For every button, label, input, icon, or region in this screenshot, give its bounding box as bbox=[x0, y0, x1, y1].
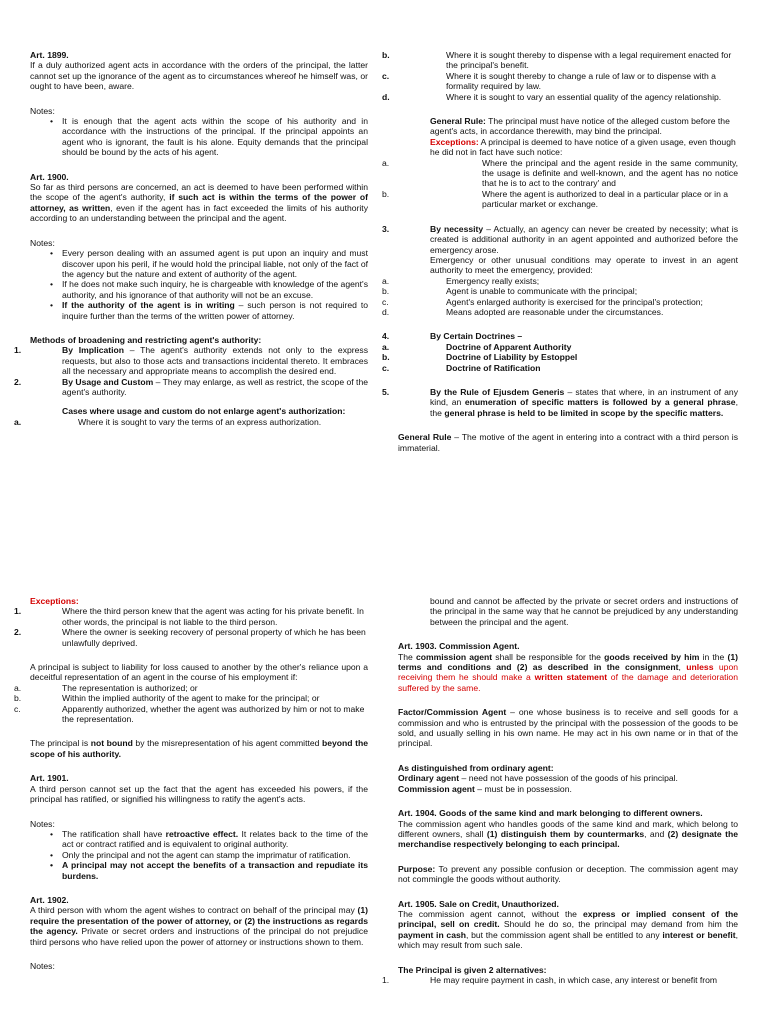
continued-text: bound and cannot be affected by the private or secret orders and instructions of the principal in the same way that he cannot be prejudiced by any understanding between the principal and the agent. bbox=[430, 596, 738, 627]
column-top-right bbox=[382, 50, 739, 520]
art-1904-text: The commission agent who handles goods of the same kind and mark, which belong to different owners, shall (1) distinguish them by countermarks, and (2) designate the merchandise respectively belonging to each principal. bbox=[398, 818, 738, 850]
notes-label: Notes: bbox=[30, 105, 55, 116]
list-item: a. Doctrine of Apparent Authority bbox=[382, 341, 572, 352]
alternatives-title: The Principal is given 2 alternatives: bbox=[398, 964, 547, 975]
art-1902-text: A third person with whom the agent wishes to contract on behalf of the principal may (1) require the presentation of the power of attorney, or (2) the instructions as regards the agency. Private or secret orders and instructions of the principal do not prejudice third persons who have relied upon the power of attorney or instructions shown to them. bbox=[30, 905, 368, 947]
art-1901-text: A third person cannot set up the fact that the agent has exceeded his powers, if the principal has ratified, or signified his willingness to ratify the agent's acts. bbox=[30, 783, 368, 805]
art-1900-title: Art. 1900. bbox=[30, 171, 69, 182]
list-item: b. Where it is sought thereby to dispense with a legal requirement enacted for the principal's benefit. bbox=[382, 50, 732, 71]
notes-label: Notes: bbox=[30, 960, 55, 971]
list-item: d. Where it is sought to vary an essential quality of the agency relationship. bbox=[382, 91, 722, 102]
list-item: 1. Where the third person knew that the agent was acting for his private benefit. In other words, the principal is not liable to the third person. bbox=[14, 606, 364, 627]
notes-label: Notes: bbox=[30, 237, 55, 248]
list-item: a. Where it is sought to vary the terms of an express authorization. bbox=[14, 416, 322, 427]
list-item: • It is enough that the agent acts within the scope of his authority and in accordance with the instructions of the principal. If the principal appoints an agent who is ignorant, the fault is his alone. Equity demands that the principal should be bound by the acts of his agent. bbox=[62, 116, 368, 158]
list-item: d. Means adopted are reasonable under the circumstances. bbox=[382, 306, 664, 317]
notes-list bbox=[30, 116, 368, 158]
list-item: 1. By Implication – The agent's authority extends not only to the express requests, but also to those acts and transactions incidental thereto. It embraces all the necessary and appropriate means to accomplish the desired end. bbox=[14, 345, 368, 377]
general-rule-motive: General Rule – The motive of the agent in entering into a contract with a third person is immaterial. bbox=[398, 432, 739, 453]
commission-agent: Commission agent – must be in possession. bbox=[398, 783, 572, 794]
list-item: b. Where the agent is authorized to deal in a particular place or in a particular market or exchange. bbox=[382, 188, 729, 210]
list-item: b. Agent is unable to communicate with the principal; bbox=[382, 286, 638, 297]
liability-text: A principal is subject to liability for loss caused to another by the other's reliance upon a deceitful representation of an agent in the course of his employment if: bbox=[30, 662, 368, 683]
list-item: • The ratification shall have retroactive effect. It relates back to the time of the act or contract ratified and is equivalent to original authority. bbox=[62, 829, 368, 850]
cases-title: Cases where usage and custom do not enlarge agent's authorization: bbox=[62, 406, 346, 417]
purpose-text: Purpose: To prevent any possible confusion or deception. The commission agent may not commingle the goods without authority. bbox=[398, 863, 738, 885]
not-bound-text: The principal is not bound by the misrepresentation of his agent committed beyond the scope of his authority. bbox=[30, 738, 368, 759]
list-item: c. Agent's enlarged authority is exercised for the principal's protection; bbox=[382, 296, 703, 307]
column-bottom-right bbox=[382, 596, 739, 1024]
list-item: • Only the principal and not the agent can stamp the imprimatur of ratification. bbox=[62, 850, 368, 860]
list-item: c. Apparently authorized, whether the agent was authorized by him or not to make the representation. bbox=[14, 703, 365, 725]
list-item: • If he does not make such inquiry, he is chargeable with knowledge of the agent's authority, and his ignorance of that authority will not be an excuse. bbox=[62, 279, 368, 300]
exceptions-title: Exceptions: bbox=[30, 596, 79, 606]
list-item: 3. By necessity – Actually, an agency can never be created by necessity; what is created is additional authority in an agent appointed and authorized before the emergency arose. bbox=[382, 223, 738, 255]
distinguished-title: As distinguished from ordinary agent: bbox=[398, 762, 554, 773]
art-1899-text: If a duly authorized agent acts in accordance with the orders of the principal, the latter cannot set up the ignorance of the agent as to circumstances whereof he himself was, or ought to have been, aware. bbox=[30, 60, 368, 92]
exceptions: Exceptions: A principal is deemed to have notice of a given usage, even though he did not in fact have such notice: bbox=[430, 136, 736, 158]
factor-definition: Factor/Commission Agent – one whose business is to receive and sell goods for a commission and who is entrusted by the principal with the possession of the goods to be sold, and usually selling in his own name. He may act in his own name or in that of the principal. bbox=[398, 707, 738, 749]
column-bottom-left bbox=[14, 596, 368, 1024]
list-item: a. Where the principal and the agent reside in the same community, the usage is definite and well-known, and the agent has no notice that he is to act to the contrary' and bbox=[382, 157, 738, 189]
list-item: c. Doctrine of Ratification bbox=[382, 362, 541, 373]
list-item: 2. By Usage and Custom – They may enlarge, as well as restrict, the scope of the agent's authority. bbox=[14, 376, 369, 397]
art-1903-text: The commission agent shall be responsible for the goods received by him in the (1) terms and conditions and (2) as described in the consignment, unless upon receiving them he should make a written statement of the damage and deterioration suffered by the same. bbox=[398, 651, 738, 693]
list-item: • If the authority of the agent is in writing – such person is not required to inquire further than the terms of the written power of attorney. bbox=[62, 300, 368, 321]
list-item: a. The representation is authorized; or bbox=[14, 682, 198, 693]
methods-title: Methods of broadening and restricting agent's authority: bbox=[30, 334, 262, 345]
art-1903-title: Art. 1903. Commission Agent. bbox=[398, 641, 520, 652]
list-item: 4. By Certain Doctrines – bbox=[382, 331, 523, 342]
notes-list bbox=[30, 829, 368, 881]
list-item: c. Where it is sought thereby to change a rule of law or to dispense with a formality required by law. bbox=[382, 70, 716, 92]
notes-list bbox=[30, 248, 368, 321]
art-1901-title: Art. 1901. bbox=[30, 773, 69, 784]
general-rule: General Rule: The principal must have notice of the alleged custom before the agent's acts, in accordance therewith, may bind the principal. bbox=[430, 116, 730, 137]
list-item: • A principal may not accept the benefits of a transaction and repudiate its burdens. bbox=[62, 860, 368, 881]
notes-label: Notes: bbox=[30, 818, 55, 829]
art-1904-title: Art. 1904. Goods of the same kind and mark belonging to different owners. bbox=[398, 808, 703, 819]
art-1899-title: Art. 1899. bbox=[30, 50, 69, 60]
art-1905-title: Art. 1905. Sale on Credit, Unauthorized. bbox=[398, 898, 559, 909]
list-item: b. Doctrine of Liability by Estoppel bbox=[382, 352, 578, 363]
art-1900-text: So far as third persons are concerned, an act is deemed to have been performed within the scope of the agent's authority, if such act is within the terms of the power of attorney, as written, even if the agent has in fact exceeded the limits of his authority according to an understanding between the principal and the agent. bbox=[30, 182, 368, 224]
list-item: b. Within the implied authority of the agent to make for the principal; or bbox=[14, 693, 320, 704]
list-item: 5. By the Rule of Ejusdem Generis – states that where, in an instrument of any kind, an enumeration of specific matters is followed by a general phrase, the general phrase is held to be limited in scope by the specific matters. bbox=[382, 386, 739, 418]
art-1902-title: Art. 1902. bbox=[30, 894, 69, 905]
list-item: • Every person dealing with an assumed agent is put upon an inquiry and must discover upon his peril, if he would hold the principal liable, not only of the fact of the agency but the nature and extent of authority of the agent. bbox=[62, 248, 368, 279]
art-1905-text: The commission agent cannot, without the express or implied consent of the principal, sell on credit. Should he do so, the principal may demand from him the payment in cash, but the commission agent shall be entitled to any interest or benefit, which may result from such sale. bbox=[398, 908, 739, 951]
ordinary-agent: Ordinary agent – need not have possession of the goods of his principal. bbox=[398, 773, 678, 784]
list-item: a. Emergency really exists; bbox=[382, 275, 540, 286]
list-item: 1. He may require payment in cash, in which case, any interest or benefit from bbox=[382, 974, 718, 985]
necessity-conditions: Emergency or other unusual conditions may operate to invest in an agent authority to meet the emergency, provided: bbox=[430, 254, 738, 276]
list-item: 2. Where the owner is seeking recovery of personal property of which he has been unlawfully deprived. bbox=[14, 627, 366, 648]
column-top-left bbox=[14, 50, 369, 520]
